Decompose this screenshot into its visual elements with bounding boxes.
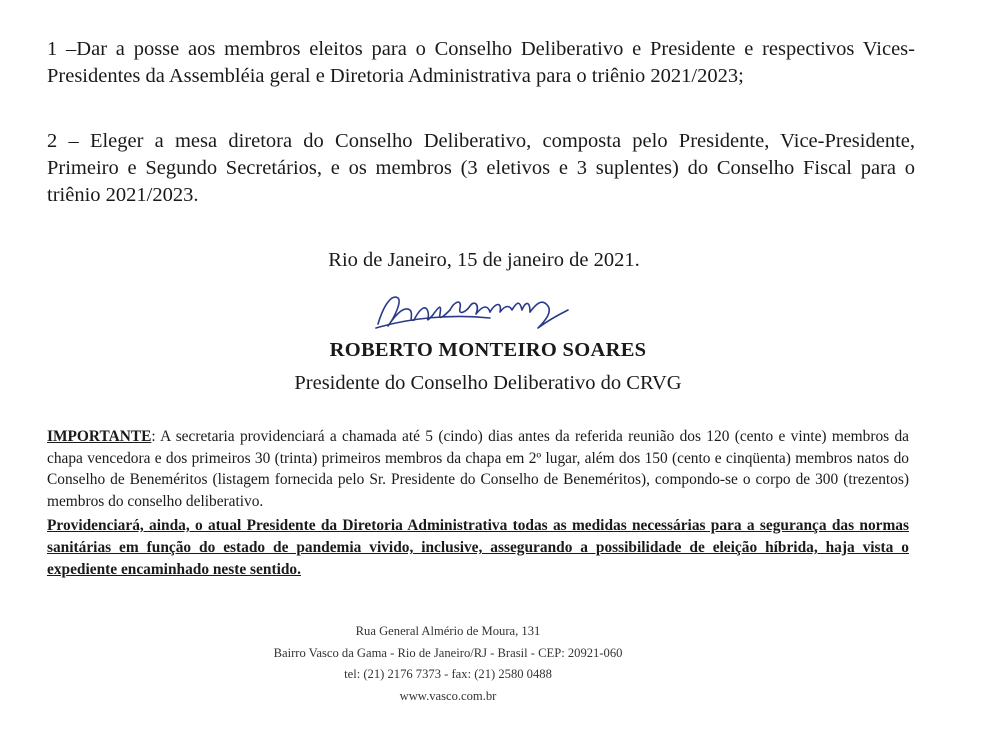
signer-title: Presidente do Conselho Deliberativo do CRVG: [294, 372, 682, 394]
footer-city: Bairro Vasco da Gama - Rio de Janeiro/RJ - Brasil - CEP: 20921-060: [273, 645, 623, 660]
signature-image: [370, 284, 580, 340]
important-text: : A secretaria providenciará a chamada até 5 (cindo) dias antes da referida reunião dos 120 (cento e vinte) membros da chapa vencedora e dos primeiros 30 (trinta) primeiros membros da chapa em 2º lugar, além dos 150 (cento e cinqüenta) membros natos do Conselho de Beneméritos (listagem fornecida pelo Sr. Presidente do Conselho de Beneméritos), compondo-se o corpo de 300 (trezentos) membros do conselho deliberativo.: [47, 428, 909, 510]
footer-address: Rua General Almério de Moura, 131: [355, 624, 541, 638]
emphasis-note: Providenciará, ainda, o atual Presidente da Diretoria Administrativa todas as medidas necessárias para a segurança das normas sanitárias em função do estado de pandemia vivido, inclusive, assegurando a possibilidade de eleição híbrida, haja vista o expediente encaminhado neste sentido.: [47, 517, 909, 578]
important-note: [47, 426, 909, 512]
important-label: IMPORTANTE: [47, 428, 152, 445]
letterhead-footer: [0, 621, 940, 707]
signer-name: ROBERTO MONTEIRO SOARES: [329, 339, 647, 361]
item-2-paragraph: 2 – Eleger a mesa diretora do Conselho Deliberativo, composta pelo Presidente, Vice-Presidente, Primeiro e Segundo Secretários, e os membros (3 eletivos e 3 suplentes) do Conselho Fiscal para o triênio 2021/2023.: [47, 130, 915, 206]
footer-website: www.vasco.com.br: [399, 688, 497, 703]
date-line: Rio de Janeiro, 15 de janeiro de 2021.: [328, 249, 640, 271]
footer-phone: tel: (21) 2176 7373 - fax: (21) 2580 0488: [344, 667, 552, 681]
item-1-paragraph: 1 –Dar a posse aos membros eleitos para o Conselho Deliberativo e Presidente e respectivos Vices-Presidentes da Assembléia geral e Diretoria Administrativa para o triênio 2021/2023;: [47, 38, 915, 87]
